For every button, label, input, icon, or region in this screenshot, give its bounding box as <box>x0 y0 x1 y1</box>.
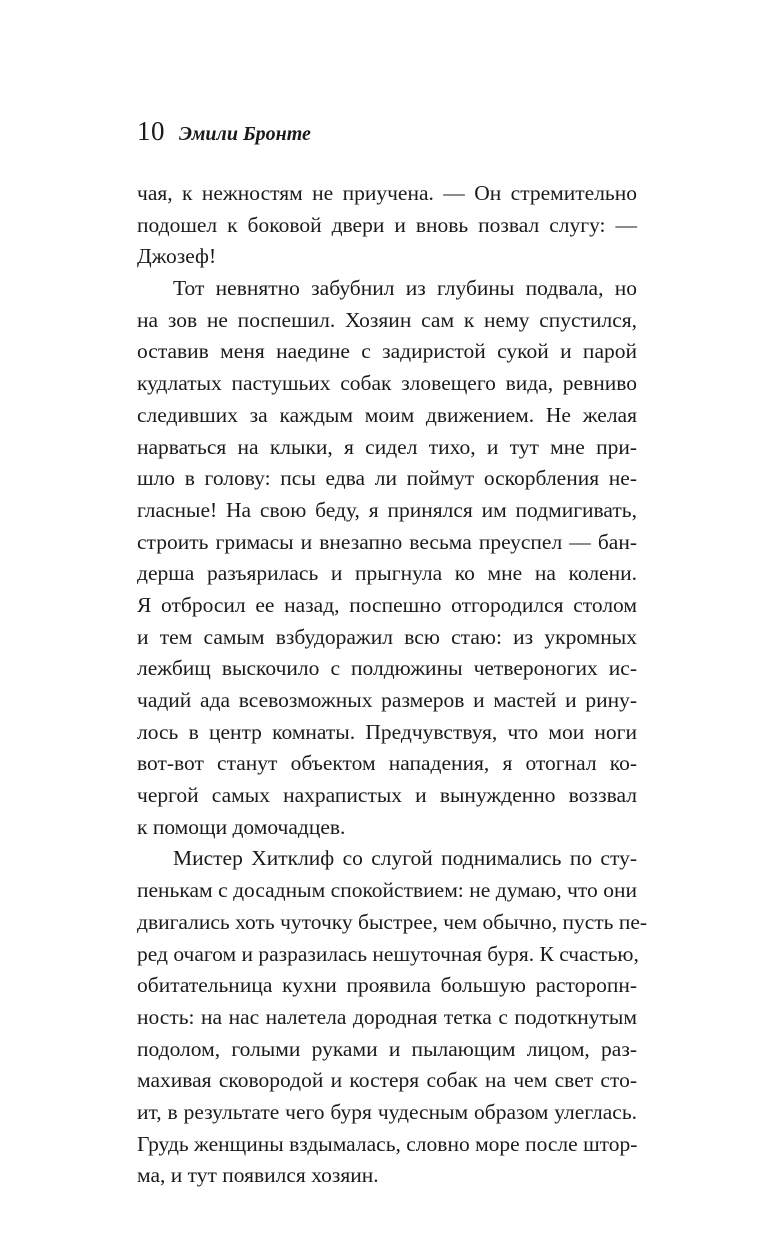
text-line: оставив меня наедине с задиристой сукой и парой <box>137 339 637 364</box>
text-line: вот-вот станут объектом нападения, я отогнал ко- <box>137 751 637 776</box>
text-line: чая, к нежностям не приучена. — Он стремительно <box>137 181 637 205</box>
text-line: Тот невнятно забубнил из глубины подвала, но <box>173 276 637 301</box>
text-line: Грудь женщины вздымалась, словно море после штор- <box>137 1131 638 1156</box>
text-line: Я отбросил ее назад, поспешно отгородился столом <box>137 592 637 617</box>
text-line: подолом, голыми руками и пылающим лицом, раз- <box>137 1036 637 1061</box>
running-head <box>137 116 311 156</box>
text-line: двигались хоть чуточку быстрее, чем обычно, пусть пе- <box>137 909 648 934</box>
text-line: гласные! На свою беду, я принялся им подмигивать, <box>137 497 637 522</box>
text-line: шло в голову: псы едва ли поймут оскорбления не- <box>137 466 637 491</box>
text-line: ред очагом и разразилась нешуточная буря. К счастью, <box>137 941 639 966</box>
text-line: кудлатых пастушьих собак зловещего вида, ревниво <box>137 371 637 396</box>
text-line: ность: на нас налетела дородная тетка с подоткнутым <box>137 1004 637 1029</box>
text-line: дерша разъярилась и прыгнула ко мне на колени. <box>137 561 637 586</box>
text-line: строить гримасы и внезапно весьма преуспел — бан- <box>137 529 637 554</box>
text-line: ит, в результате чего буря чудесным образом улеглась. <box>137 1099 637 1124</box>
text-line: Джозеф! <box>137 244 217 269</box>
text-line: лежбищ выскочило с полдюжины четвероногих ис- <box>137 656 637 681</box>
text-line: и тем самым взбудоражил всю стаю: из укромных <box>137 624 637 649</box>
text-line: к помощи домочадцев. <box>137 814 346 839</box>
text-line: нарваться на клыки, я сидел тихо, и тут мне при- <box>137 434 637 459</box>
text-line: обитательница кухни проявила большую расторопн- <box>137 973 637 998</box>
text-line: следивших за каждым моим движением. Не желая <box>137 402 637 427</box>
running-head-author: Эмили Бронте <box>179 123 311 145</box>
body-text <box>137 178 648 1192</box>
text-line: чергой самых нахрапистых и вынужденно воззвал <box>137 783 637 808</box>
text-line: на зов не поспешил. Хозяин сам к нему спустился, <box>137 307 637 332</box>
text-line: пенькам с досадным спокойствием: не думаю, что они <box>137 878 637 903</box>
text-line: махивая сковородой и костеря собак на чем свет сто- <box>137 1068 637 1093</box>
text-line: ма, и тут появился хозяин. <box>137 1163 379 1188</box>
text-line: Мистер Хитклиф со слугой поднимались по сту- <box>173 846 637 871</box>
text-line: лось в центр комнаты. Предчувствуя, что мои ноги <box>137 719 637 744</box>
text-line: подошел к боковой двери и вновь позвал слугу: — <box>137 212 637 237</box>
text-line: чадий ада всевозможных размеров и мастей и ринy- <box>137 688 637 712</box>
page-number: 10 <box>137 116 165 146</box>
